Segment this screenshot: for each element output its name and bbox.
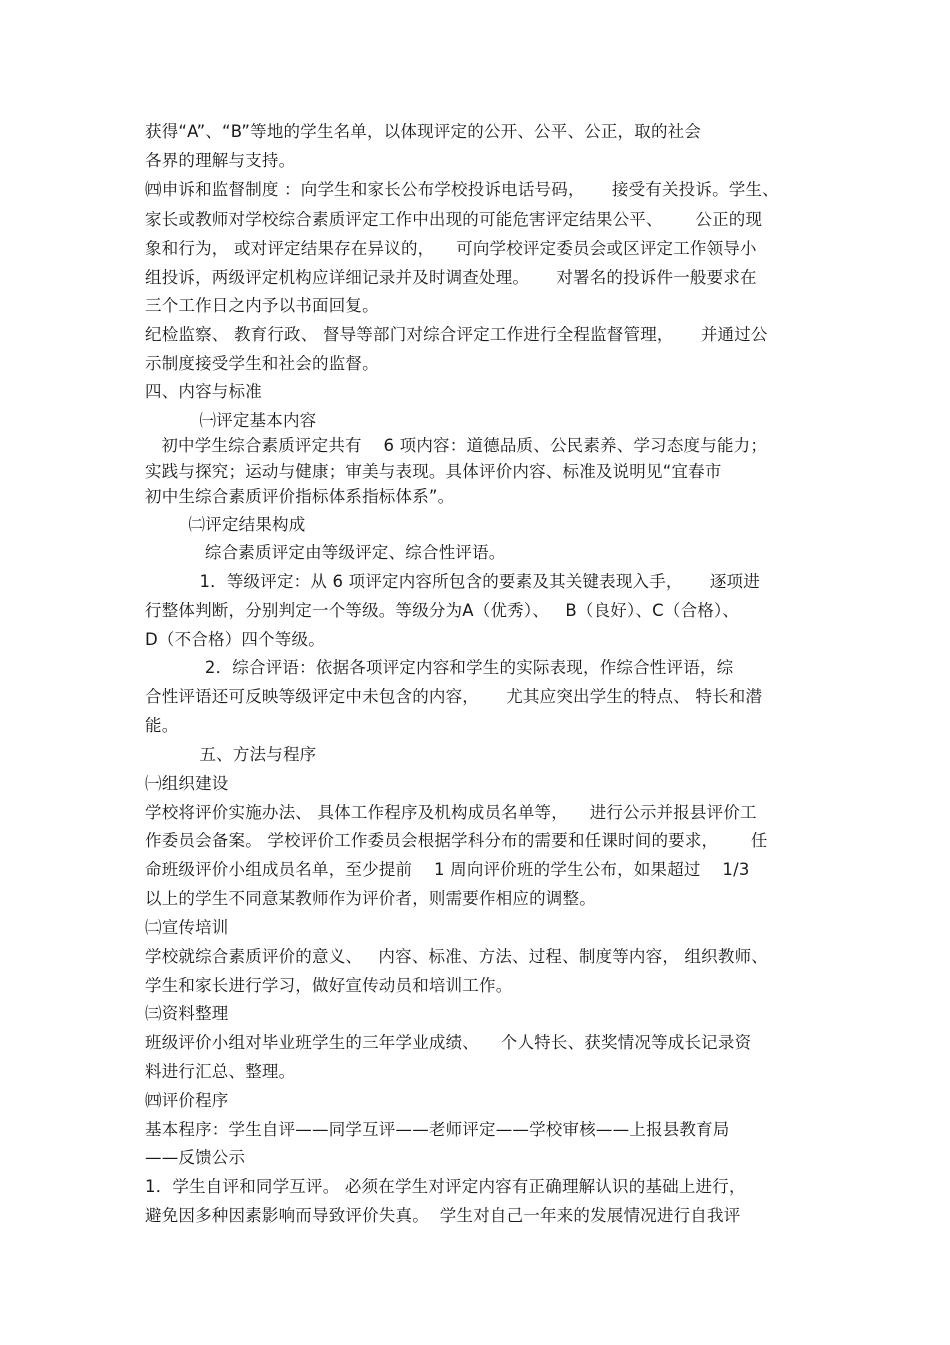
text-line: 合性评语还可反映等级评定中未包含的内容， 尤其应突出学生的特点、 特长和潜	[145, 687, 763, 706]
text-line: 示制度接受学生和社会的监督。	[145, 354, 379, 373]
text-line: 班级评价小组对毕业班学生的三年学业成绩、 个人特长、获奖情况等成长记录资	[145, 1033, 752, 1052]
text-line: 1．等级评定：从 6 项评定内容所包含的要素及其关键表现入手， 逐项进	[145, 572, 760, 591]
text-line: 家长或教师对学校综合素质评定工作中出现的可能危害评定结果公平、 公正的现	[145, 210, 763, 229]
text-line: 初中学生综合素质评定共有 6 项内容：道德品质、公民素养、学习态度与能力；	[145, 436, 768, 455]
text-line: 各界的理解与支持。	[145, 151, 296, 170]
section-heading: 五、方法与程序	[145, 745, 317, 764]
text-line: 命班级评价小组成员名单，至少提前 1 周向评价班的学生公布，如果超过 1/3	[145, 860, 750, 879]
subsection-heading: ㈢资料整理	[145, 1004, 229, 1023]
text-line: 获得“A”、“B”等地的学生名单，以体现评定的公开、公平、公正，取的社会	[145, 122, 702, 141]
text-line: 初中生综合素质评价指标体系指标体系”。	[145, 487, 455, 506]
section-heading: 四、内容与标准	[145, 382, 262, 401]
text-line: 料进行汇总、整理。	[145, 1062, 296, 1081]
text-line: D（不合格）四个等级。	[145, 630, 325, 649]
subsection-heading: ㈣评价程序	[145, 1091, 229, 1110]
text-line: 避免因多种因素影响而导致评价失真。 学生对自己一年来的发展情况进行自我评	[145, 1206, 741, 1225]
text-line: 2．综合评语：依据各项评定内容和学生的实际表现，作综合性评语，综	[145, 658, 734, 677]
subsection-heading: ㈠评定基本内容	[145, 411, 317, 430]
text-line: 作委员会备案。 学校评价工作委员会根据学科分布的需要和任课时间的要求， 任	[145, 831, 768, 850]
text-line: 三个工作日之内予以书面回复。	[145, 296, 379, 315]
text-line: ㈣申诉和监督制度 ：向学生和家长公布学校投诉电话号码， 接受有关投诉。学生、	[145, 180, 779, 199]
text-line: 象和行为， 或对评定结果存在异议的， 可向学校评定委员会或区评定工作领导小	[145, 239, 757, 258]
text-line: 基本程序：学生自评——同学互评——老师评定——学校审核——上报县教育局	[145, 1120, 730, 1139]
text-line: 能。	[145, 716, 179, 735]
text-line: 学校就综合素质评价的意义、 内容、标准、方法、过程、制度等内容， 组织教师、	[145, 947, 768, 966]
text-line: 以上的学生不同意某教师作为评价者，则需要作相应的调整。	[145, 889, 596, 908]
subsection-heading: ㈡评定结果构成	[145, 515, 306, 534]
text-line: 学生和家长进行学习，做好宣传动员和培训工作。	[145, 976, 513, 995]
text-line: 纪检监察、 教育行政、 督导等部门对综合评定工作进行全程监督管理， 并通过公	[145, 325, 768, 344]
text-line: ——反馈公示	[145, 1148, 246, 1167]
text-line: 学校将评价实施办法、 具体工作程序及机构成员名单等， 进行公示并报县评价工	[145, 803, 757, 822]
text-line: 实践与探究；运动与健康；审美与表现。具体评价内容、标准及说明见“宜春市	[145, 462, 722, 481]
text-line: 组投诉，两级评定机构应详细记录并及时调查处理。 对署名的投诉件一般要求在	[145, 268, 757, 287]
text-line: 行整体判断，分别判定一个等级。等级分为A（优秀）、 B（良好）、C（合格）、	[145, 601, 740, 620]
text-line: 1．学生自评和同学互评。 必须在学生对评定内容有正确理解认识的基础上进行，	[145, 1177, 746, 1196]
text-line: 综合素质评定由等级评定、综合性评语。	[145, 543, 506, 562]
subsection-heading: ㈠组织建设	[145, 774, 229, 793]
subsection-heading: ㈡宣传培训	[145, 918, 229, 937]
